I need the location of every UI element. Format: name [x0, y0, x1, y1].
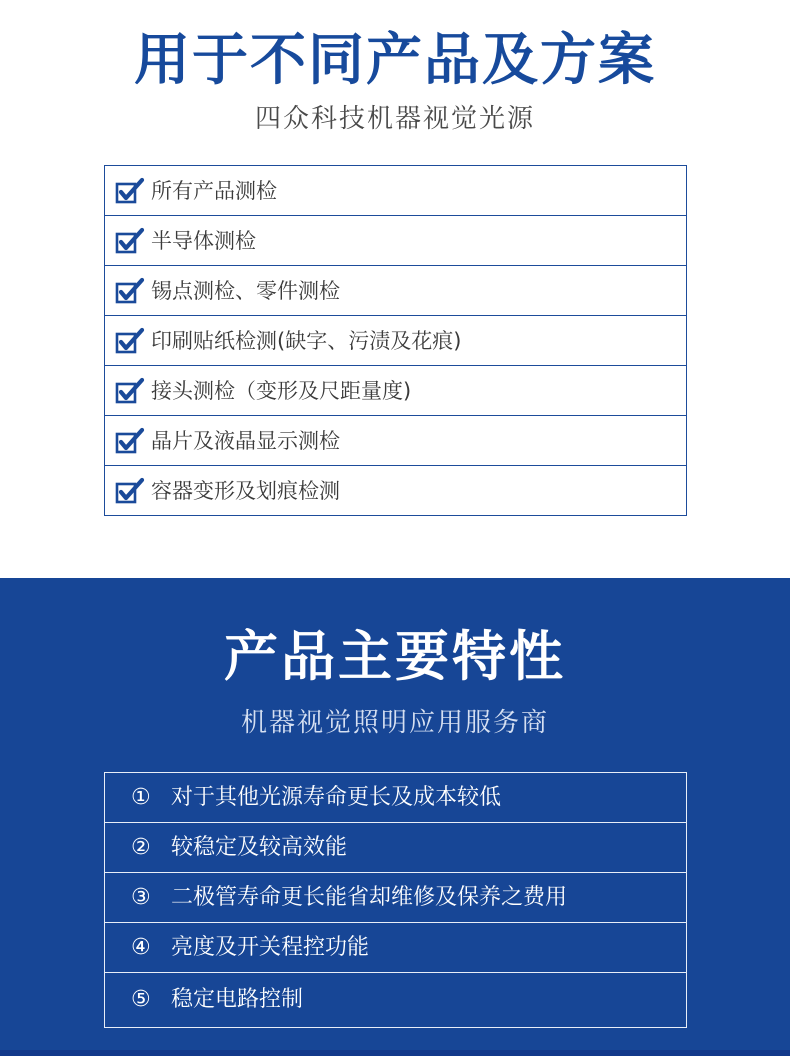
- list-item-label: 容器变形及划痕检测: [151, 479, 340, 503]
- features-section: [0, 578, 790, 1056]
- list-item-label: 较稳定及较高效能: [171, 834, 348, 860]
- list-item: [105, 923, 686, 973]
- list-item: [105, 366, 686, 416]
- checkbox-checked-icon: [115, 377, 145, 405]
- checkbox-checked-icon: [115, 227, 145, 255]
- list-item: [105, 166, 686, 216]
- list-item: [105, 466, 686, 516]
- list-item: [105, 266, 686, 316]
- features-subtitle: 机器视觉照明应用服务商: [240, 708, 549, 738]
- list-item-label: 晶片及液晶显示测检: [151, 428, 340, 453]
- list-item-number: ①: [131, 784, 151, 810]
- list-item-number: ③: [131, 884, 151, 910]
- list-item-label: 所有产品测检: [151, 178, 277, 203]
- products-subtitle: 四众科技机器视觉光源: [254, 104, 535, 134]
- list-item: [105, 873, 686, 923]
- list-item: [105, 773, 686, 823]
- checkbox-checked-icon: [115, 327, 145, 355]
- list-item: [105, 416, 686, 466]
- list-item-label: 印刷贴纸检测(缺字、污渍及花痕): [151, 328, 462, 353]
- list-item-label: 对于其他光源寿命更长及成本较低: [171, 784, 502, 810]
- products-title: 用于不同产品及方案: [134, 28, 656, 93]
- list-item-number: ②: [131, 834, 151, 860]
- checkbox-checked-icon: [115, 427, 145, 455]
- list-item-label: 锡点测检、零件测检: [151, 278, 340, 303]
- list-item-label: 稳定电路控制: [171, 987, 304, 1012]
- checkbox-checked-icon: [115, 177, 145, 205]
- list-item: [105, 823, 686, 873]
- list-item: [105, 216, 686, 266]
- list-item-label: 二极管寿命更长能省却维修及保养之费用: [171, 884, 568, 910]
- checkbox-checked-icon: [115, 477, 145, 505]
- checkbox-checked-icon: [115, 277, 145, 305]
- list-item-label: 半导体测检: [151, 228, 256, 253]
- features-title: 产品主要特性: [224, 625, 566, 688]
- list-item: [105, 316, 686, 366]
- list-item-label: 亮度及开关程控功能: [171, 934, 370, 960]
- features-list: [104, 772, 687, 1028]
- list-item-number: ④: [131, 934, 151, 960]
- products-list: [104, 165, 687, 516]
- bottom-divider: [0, 1050, 790, 1056]
- list-item-label: 接头测检（变形及尺距量度): [151, 378, 412, 403]
- list-item-number: ⑤: [131, 987, 151, 1012]
- list-item: [105, 973, 686, 1027]
